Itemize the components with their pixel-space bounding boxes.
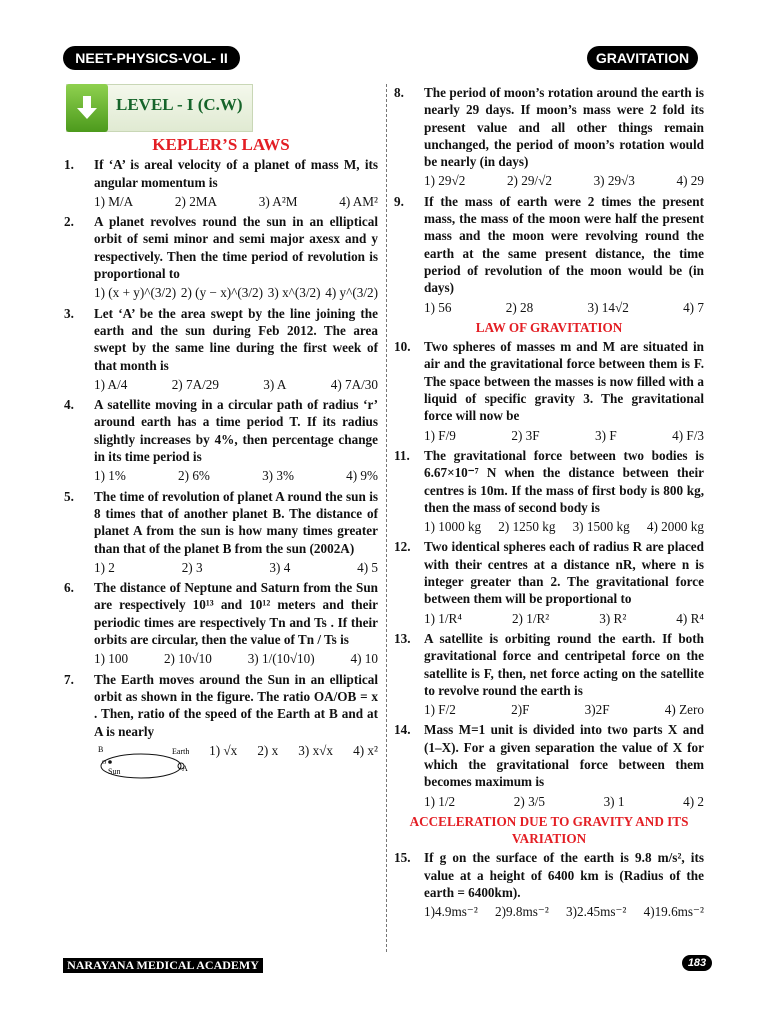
answer-option-1: 1) 1/R⁴	[424, 610, 462, 626]
answer-options	[64, 193, 378, 210]
answer-options	[394, 299, 704, 316]
answer-option-2: 2) 2MA	[174, 193, 218, 209]
answer-option-2: 2) 10√10	[163, 651, 212, 667]
page-number: 183	[682, 955, 712, 971]
question-text: The gravitational force between two bodies is 6.67×10⁻⁷ N when the distance between their centres is 10m. If the mass of first body is 800 kg, then the mass of second body is	[424, 447, 704, 515]
answer-option-4: 4) Zero	[664, 702, 704, 718]
answer-option-3: 3) F	[595, 427, 617, 443]
question-number: 6.	[64, 580, 74, 596]
answer-option-1: 1) M/A	[94, 193, 134, 209]
question-12.	[394, 538, 704, 626]
answer-options	[394, 518, 704, 535]
left-column	[64, 84, 378, 789]
figure-label-b: B	[98, 744, 104, 754]
question-number: 3.	[64, 305, 74, 321]
answer-option-3: 3) A²M	[258, 193, 298, 209]
answer-option-4: 4) 5	[357, 559, 378, 575]
answer-options	[64, 376, 378, 393]
question-number: 9.	[394, 193, 404, 209]
question-6.	[64, 579, 378, 667]
question-text: A planet revolves round the sun in an elliptical orbit of semi minor and semi major axesx and y respectively. Then the time period of revolution is proportional to	[94, 214, 378, 282]
answer-option-4: 4) y^(3/2)	[325, 285, 378, 301]
question-row	[394, 849, 704, 901]
question-row	[64, 488, 378, 557]
question-text: If g on the surface of the earth is 9.8 m/s², its value at a height of 6400 km is (Radius of the earth = 6400km).	[424, 850, 704, 901]
question-number: 5.	[64, 488, 74, 504]
question-row	[64, 156, 378, 191]
answer-option-2: 2) 3F	[511, 427, 540, 443]
answer-option-2: 2) 1/R²	[511, 610, 550, 626]
answer-option-3: 3) 3%	[262, 468, 294, 484]
question-text: The Earth moves around the Sun in an elliptical orbit as shown in the figure. The ratio OA/OB = x . Then, ratio of the speed of the Earth at B and at A is nearly	[94, 671, 378, 739]
section-heading-acceleration: ACCELERATION DUE TO GRAVITY AND ITS VARIATION	[409, 813, 689, 847]
answer-options	[64, 742, 378, 786]
answer-option-2: 2) 1250 kg	[498, 519, 556, 535]
question-text: A satellite moving in a circular path of radius ‘r’ around earth has a time period T. If its radius slightly increases by 4%, then percentage change in its time period is	[94, 397, 378, 465]
answer-option-3: 3) x√x	[298, 742, 334, 758]
answer-option-4: 4) 29	[676, 173, 704, 189]
question-row	[64, 579, 378, 648]
question-text: Let ‘A’ be the area swept by the line joining the earth and the sun during Feb 2012. The area swept by the same line during the first week of that month is	[94, 305, 378, 373]
question-number: 10.	[394, 339, 411, 355]
answer-option-1: 1) A/4	[94, 376, 128, 392]
answer-option-3: 3) 14√2	[587, 299, 629, 315]
question-10.	[394, 338, 704, 444]
question-text: Mass M=1 unit is divided into two parts X and (1–X). For a given separation the value of X for which the gravitational force between them becomes maximum is	[424, 722, 704, 790]
question-9.	[394, 193, 704, 316]
answer-option-2: 2) 29/√2	[506, 173, 552, 189]
question-number: 11.	[394, 447, 410, 463]
answer-options	[394, 610, 704, 627]
question-row	[394, 84, 704, 170]
answer-option-1: 1) (x + y)^(3/2)	[94, 285, 177, 301]
question-5.	[64, 488, 378, 576]
question-13.	[394, 630, 704, 718]
answer-option-2: 2)9.8ms⁻²	[495, 904, 549, 920]
question-7.	[64, 671, 378, 786]
chapter-title-badge: GRAVITATION	[587, 46, 698, 70]
answer-option-3: 3) R²	[599, 610, 627, 626]
answer-options	[394, 903, 704, 920]
question-11.	[394, 447, 704, 535]
question-text: If the mass of earth were 2 times the present mass, the mass of the moon were half the present mass and the moon were revolving round the earth at the same present distance, the time period of revolution of the moon would be (in days)	[424, 193, 704, 296]
orbit-figure	[94, 742, 189, 786]
level-banner	[64, 84, 378, 134]
answer-option-2: 2) 3	[181, 559, 203, 575]
question-text: Two spheres of masses m and M are situated in air and the gravitational force between them is F. The space between the masses is now filled with a liquid of specific gravity 3. The gravitational force will now be	[424, 339, 704, 424]
answer-option-1: 1)4.9ms⁻²	[424, 904, 478, 920]
answer-option-3: 3) 1500 kg	[572, 519, 630, 535]
answer-option-1: 1) F/2	[424, 702, 456, 718]
question-row	[394, 630, 704, 699]
academy-footer: NARAYANA MEDICAL ACADEMY	[63, 958, 263, 973]
answer-option-3: 3) 1	[603, 793, 625, 809]
answer-option-4: 4) 7A/30	[330, 376, 378, 392]
answer-option-3: 3) 29√3	[593, 173, 635, 189]
question-14.	[394, 721, 704, 809]
answer-options	[64, 467, 378, 484]
question-row	[394, 447, 704, 516]
question-number: 14.	[394, 722, 411, 738]
figure-label-earth: Earth	[172, 746, 189, 756]
question-15.	[394, 849, 704, 920]
question-number: 13.	[394, 630, 411, 646]
question-text: The time of revolution of planet A round the sun is 8 times that of another planet B. The distance of planet A from the sun is how many times greater than that of the planet B from the sun (2002A)	[94, 488, 378, 556]
section-heading-kepler: KEPLER’S LAWS	[152, 135, 290, 154]
question-row	[394, 338, 704, 424]
figure-label-a: A	[182, 763, 188, 773]
answer-option-2: 2) x	[257, 742, 279, 758]
question-number: 7.	[64, 671, 74, 687]
answer-options	[394, 427, 704, 444]
figure-label-sun: Sun	[108, 766, 121, 776]
question-number: 2.	[64, 214, 74, 230]
answer-option-1: 1) √x	[209, 742, 238, 758]
down-arrow-icon	[66, 84, 108, 132]
question-row	[64, 213, 378, 282]
answer-option-4: 4) R⁴	[676, 610, 704, 626]
question-text: Two identical spheres each of radius R are placed with their centres at a distance nR, where n is integer greater than 2. The gravitational force between them will be proportional to	[424, 539, 704, 607]
answer-option-3: 3) 4	[269, 559, 291, 575]
answer-option-4: 4) 7	[683, 299, 704, 315]
answer-option-3: 3) x^(3/2)	[267, 285, 321, 301]
answer-options	[394, 172, 704, 189]
answer-option-2: 2) 7A/29	[171, 376, 219, 392]
answer-option-3: 3)2F	[584, 702, 610, 718]
question-8.	[394, 84, 704, 190]
answer-option-1: 1) 2	[94, 559, 115, 575]
question-number: 1.	[64, 157, 74, 173]
answer-option-4: 4) AM²	[339, 193, 378, 209]
answer-option-4: 4) 2	[683, 793, 704, 809]
question-row	[64, 305, 378, 374]
answer-options	[64, 559, 378, 576]
answer-option-1: 1) 29√2	[424, 173, 466, 189]
answer-option-1: 1) 1%	[94, 468, 126, 484]
answer-options	[394, 701, 704, 718]
level-title: LEVEL - I (C.W)	[116, 95, 243, 114]
question-row	[394, 193, 704, 297]
answer-option-1: 1) 100	[94, 651, 129, 667]
answer-option-2: 2) 28	[505, 299, 534, 315]
answer-option-4: 4) F/3	[672, 427, 704, 443]
question-number: 4.	[64, 397, 74, 413]
question-row	[394, 721, 704, 790]
answer-option-3: 3)2.45ms⁻²	[566, 904, 627, 920]
question-row	[64, 671, 378, 740]
answer-option-1: 1) 1/2	[424, 793, 456, 809]
question-row	[64, 396, 378, 465]
answer-option-2: 2)F	[511, 702, 530, 718]
answer-option-4: 4) x²	[353, 742, 378, 758]
answer-option-3: 3) 1/(10√10)	[247, 651, 315, 667]
question-number: 8.	[394, 85, 404, 100]
answer-option-2: 2) 3/5	[513, 793, 545, 809]
question-row	[394, 538, 704, 607]
answer-options	[394, 793, 704, 810]
answer-option-1: 1) F/9	[424, 427, 456, 443]
answer-option-3: 3) A	[263, 376, 287, 392]
answer-option-1: 1) 1000 kg	[424, 519, 482, 535]
book-title-badge: NEET-PHYSICS-VOL- II	[63, 46, 240, 70]
question-number: 12.	[394, 539, 411, 555]
question-text: The period of moon’s rotation around the earth is nearly 29 days. If moon’s mass were 2 fold its present value and all other things remain unchanged, the period of moon’s rotation would be nearly (in days)	[424, 85, 704, 170]
section-heading-gravitation: LAW OF GRAVITATION	[475, 319, 623, 335]
question-text: If ‘A’ is areal velocity of a planet of mass M, its angular momentum is	[94, 157, 378, 190]
question-text: A satellite is orbiting round the earth. If both gravitational force and centripetal force on the satellite is F, then, net force acting on the satellite to revolve round the earth is	[424, 630, 704, 698]
answer-option-2: 2) 6%	[178, 468, 210, 484]
answer-option-4: 4) 10	[350, 651, 378, 667]
question-text: The distance of Neptune and Saturn from the Sun are respectively 10¹³ and 10¹² meters and their periodic times are respectively Tn and Ts . If their orbits are circular, then the value of Tn / Ts is	[94, 580, 378, 648]
answer-options	[64, 284, 378, 301]
right-column	[394, 84, 704, 924]
answer-option-4: 4) 9%	[346, 468, 378, 484]
question-3.	[64, 305, 378, 393]
answer-options	[64, 650, 378, 667]
question-4.	[64, 396, 378, 484]
question-2.	[64, 213, 378, 301]
answer-option-2: 2) (y − x)^(3/2)	[180, 285, 263, 301]
column-divider	[386, 84, 387, 952]
question-1.	[64, 156, 378, 210]
answer-option-4: 4)19.6ms⁻²	[643, 904, 704, 920]
question-number: 15.	[394, 850, 411, 866]
answer-option-4: 4) 2000 kg	[646, 519, 704, 535]
figure-label-o: O	[102, 759, 107, 766]
ellipse-orbit-icon	[94, 742, 189, 786]
answer-option-1: 1) 56	[424, 299, 452, 315]
